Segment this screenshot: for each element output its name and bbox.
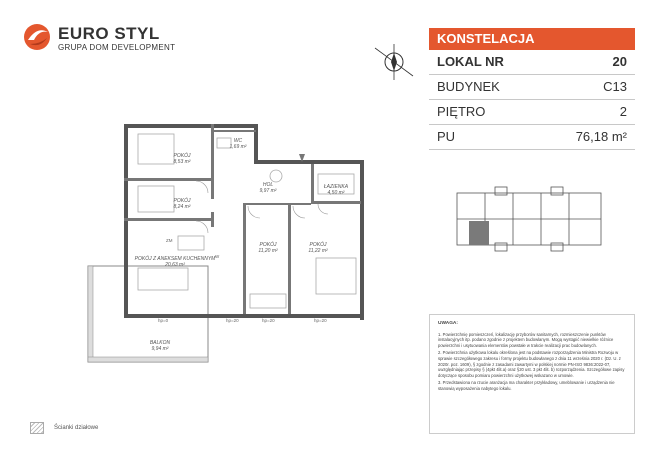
brand-name: EURO STYL [58, 24, 160, 43]
room-area: 8,24 m² [173, 204, 191, 210]
room-name: POKÓJ [173, 153, 191, 159]
room-area: 9,94 m² [151, 346, 169, 352]
fridge-label: ZM [166, 238, 173, 243]
notes-title: UWAGA: [438, 321, 458, 326]
room-area: 4,50 m² [327, 190, 345, 196]
note-item: 3. Przedstawiona na rzucie aranżacja ma charakter przykładowy, umeblowanie i urządzenia nie stanowią wyposażenia nabytego lokalu. [438, 380, 615, 391]
room-name: BALKON [149, 340, 171, 346]
washer-label: W [215, 254, 220, 259]
info-label: BUDYNEK [437, 79, 500, 94]
brand-logo [22, 22, 182, 62]
info-row-budynek [429, 75, 635, 100]
site-plan [455, 185, 605, 260]
compass-icon [372, 40, 416, 84]
room-area: 1,69 m² [229, 144, 247, 150]
room-area: 9,97 m² [259, 188, 277, 194]
partition-hatch-icon [30, 422, 44, 434]
sill-label: hp=20 [226, 318, 239, 323]
room-area: 20,63 m² [165, 262, 185, 268]
room-area: 11,22 m² [308, 248, 328, 254]
room-name: POKÓJ Z ANEKSEM KUCHENNYM [134, 256, 216, 262]
info-label: LOKAL NR [437, 54, 504, 69]
balcony-railing [88, 357, 208, 362]
sill-label: hp=20 [314, 318, 327, 323]
balcony-railing [88, 266, 93, 362]
room-name: HOL [262, 182, 274, 188]
info-row-lokal [429, 50, 635, 75]
room-name: POKÓJ [173, 198, 191, 204]
info-label: PIĘTRO [437, 104, 486, 119]
room-name: WC [233, 138, 243, 144]
room-area: 8,53 m² [173, 159, 191, 165]
euro-styl-logo-icon [22, 22, 52, 52]
room-area: 11,20 m² [258, 248, 278, 254]
note-item: 1. Powierzchnię pomieszczeń, lokalizację przyborów sanitarnych, rozmieszczenie punktów instalacyjnych itp. podano zgodnie z projektem budowlanym. Mogą wystąpić niewielkie różnice powierzchni i usytuowania elementów powstałe w trakcie realizacji prac budowlanych. [438, 331, 614, 348]
project-name: KONSTELACJA [429, 28, 635, 50]
info-value: 20 [612, 54, 627, 69]
legend-label: Ścianki działowe [54, 425, 99, 431]
room-name: POKÓJ [259, 242, 277, 248]
info-row-pietro [429, 100, 635, 125]
info-label: PU [437, 129, 456, 144]
sill-label: hp=0 [158, 318, 169, 323]
info-value: 2 [619, 104, 627, 119]
apartment-info-panel [429, 28, 635, 150]
room-name: ŁAZIENKA [323, 184, 349, 190]
floor-plan [78, 118, 378, 368]
note-item: 2. Powierzchnia użytkowa lokalu określona jest na podstawie rozporządzenia Ministra Rozwoju w sprawie szczegółowego zakresu i formy projektu budowlanego z dnia 11 września 2020 r. (Dz. U. z 2020r. poz. 1609), § zgodnie z zasadami zawartymi w polskiej normie PN-ISO 9836:2022-07, uwzględniając przepisy § (4pkt 4lit.a) oraz §20 ust. 3 pkt 4lit. b) rozporządzenia. Szczegółowe zapisy dotyczące sposobu pomiaru powierzchni użytkowej wskazano w umowie. [438, 350, 625, 378]
brand-subtitle: GRUPA DOM DEVELOPMENT [58, 43, 176, 52]
selected-unit-highlight [469, 221, 489, 245]
info-row-pu [429, 125, 635, 150]
info-value: 76,18 m² [575, 129, 627, 144]
room-name: POKÓJ [309, 242, 327, 248]
partition-walls [124, 124, 361, 314]
info-value: C13 [603, 79, 627, 94]
sill-label: hp=20 [262, 318, 275, 323]
notes-box [429, 314, 635, 434]
